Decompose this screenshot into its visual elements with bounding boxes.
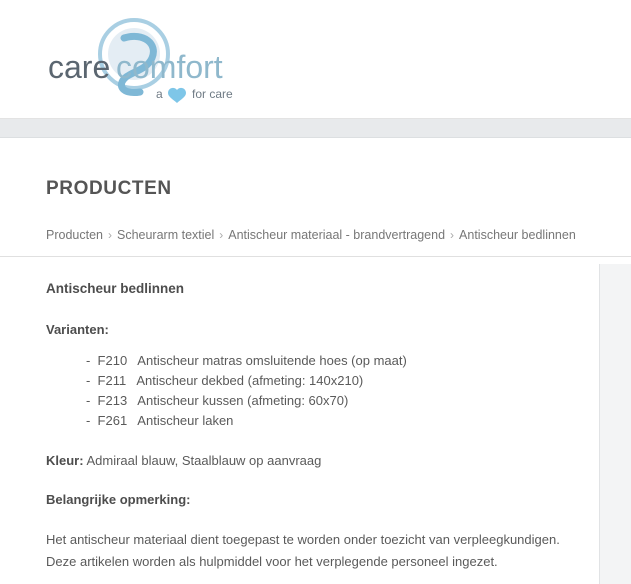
product-name: Antischeur bedlinnen: [46, 281, 185, 296]
breadcrumb: [46, 228, 585, 242]
variants-label: Varianten:: [46, 322, 109, 337]
page-title: PRODUCTEN: [46, 178, 172, 199]
svg-text:care: care: [48, 49, 111, 85]
list-item: - F213 Antischeur kussen (afmeting: 60x70): [86, 393, 349, 408]
list-item: - F211 Antischeur dekbed (afmeting: 140x210): [86, 373, 364, 388]
header-divider-band: [0, 119, 631, 138]
carecomfort-logo[interactable]: [46, 14, 296, 106]
breadcrumb-item-1[interactable]: Scheurarm textiel: [116, 228, 215, 242]
site-header: [0, 0, 631, 119]
breadcrumb-separator: ›: [450, 228, 455, 242]
list-item: - F261 Antischeur laken: [86, 413, 234, 428]
logo-graphic: [46, 14, 296, 106]
svg-text:a: a: [156, 87, 163, 101]
main-content: [0, 178, 631, 573]
svg-text:comfort: comfort: [116, 49, 223, 85]
breadcrumb-divider: [0, 256, 631, 257]
right-side-panel: [599, 264, 631, 584]
important-note-label: Belangrijke opmerking:: [46, 492, 191, 507]
svg-text:for care: for care: [192, 87, 233, 101]
kleur-value: Admiraal blauw, Staalblauw op aanvraag: [86, 453, 322, 468]
important-note-body: Het antischeur materiaal dient toegepast te worden onder toezicht van verpleegkundigen. Deze artikelen worden als hulpmiddel voor het verplegende personeel ingezet.: [46, 532, 560, 569]
kleur-row: [46, 453, 585, 468]
list-item: - F210 Antischeur matras omsluitende hoes (op maat): [86, 353, 407, 368]
kleur-label: Kleur:: [46, 453, 84, 468]
breadcrumb-separator: ›: [107, 228, 112, 242]
breadcrumb-item-current: Antischeur bedlinnen: [459, 228, 576, 242]
variant-list: [46, 351, 585, 431]
breadcrumb-item-2[interactable]: Antischeur materiaal - brandvertragend: [228, 228, 446, 242]
breadcrumb-item-0[interactable]: Producten: [46, 228, 103, 242]
breadcrumb-separator: ›: [219, 228, 224, 242]
